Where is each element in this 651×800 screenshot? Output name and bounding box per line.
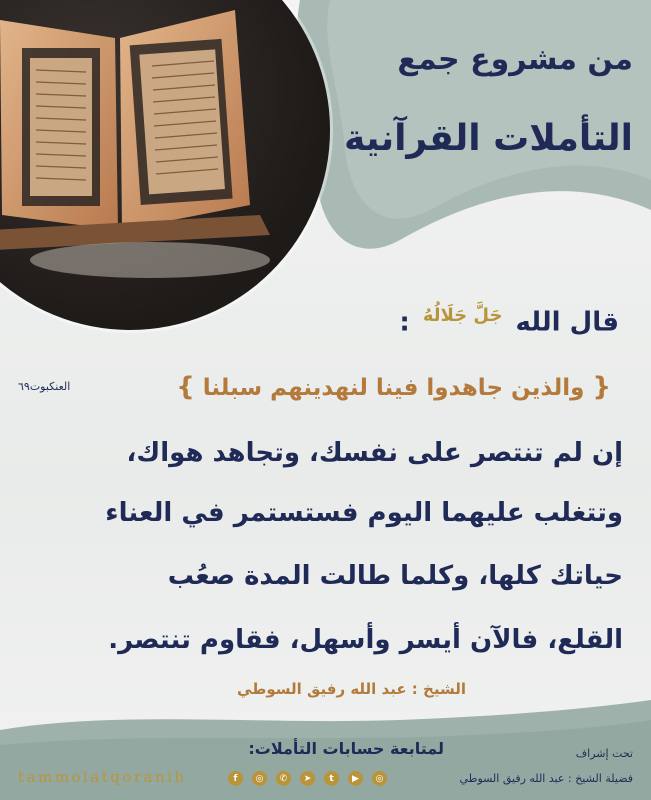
telegram-icon[interactable]: ➤ (300, 771, 315, 786)
quran-photo (0, 0, 330, 330)
quran-verse (176, 372, 611, 402)
twitter-icon[interactable]: t (324, 771, 339, 786)
intro-text (399, 305, 619, 338)
intro-colon: : (399, 307, 410, 338)
honorific: جَلَّ جَلَالُهُ (422, 305, 503, 326)
title-line-2: التأملات القرآنية (344, 118, 633, 159)
youtube-icon[interactable]: ▶ (348, 771, 363, 786)
follow-accounts-label: لمتابعة حسابات التأملات: (248, 739, 444, 758)
verse-text: والذين جاهدوا فينا لنهدينهم سبلنا (202, 375, 585, 401)
intro-label: قال الله (515, 307, 619, 338)
instagram-icon-2[interactable]: ◎ (372, 771, 387, 786)
whatsapp-icon[interactable]: ✆ (276, 771, 291, 786)
account-handle[interactable]: tammolatqoranih (18, 768, 187, 786)
body-line-4: القلع، فالآن أيسر وأسهل، فقاوم تنتصر. (108, 625, 623, 655)
instagram-icon[interactable]: ◎ (252, 771, 267, 786)
author-credit: الشيخ : عبد الله رفيق السوطي (237, 680, 466, 698)
title-line-1: من مشروع جمع (397, 42, 633, 77)
supervision-label: تحت إشراف (575, 747, 633, 760)
verse-close-brace: } (176, 372, 195, 402)
supervision-name: فضيلة الشيخ : عبد الله رفيق السوطي (459, 772, 633, 785)
body-line-3: حياتك كلها، وكلما طالت المدة صعُب (167, 561, 623, 591)
verse-reference: العنكبوت٦٩ (18, 380, 71, 393)
verse-open-brace: { (592, 372, 611, 402)
body-line-2: وتتغلب عليهما اليوم فستستمر في العناء (105, 498, 623, 528)
verse-row (18, 372, 611, 412)
body-line-1: إن لم تنتصر على نفسك، وتجاهد هواك، (126, 438, 623, 468)
facebook-icon[interactable]: f (228, 771, 243, 786)
